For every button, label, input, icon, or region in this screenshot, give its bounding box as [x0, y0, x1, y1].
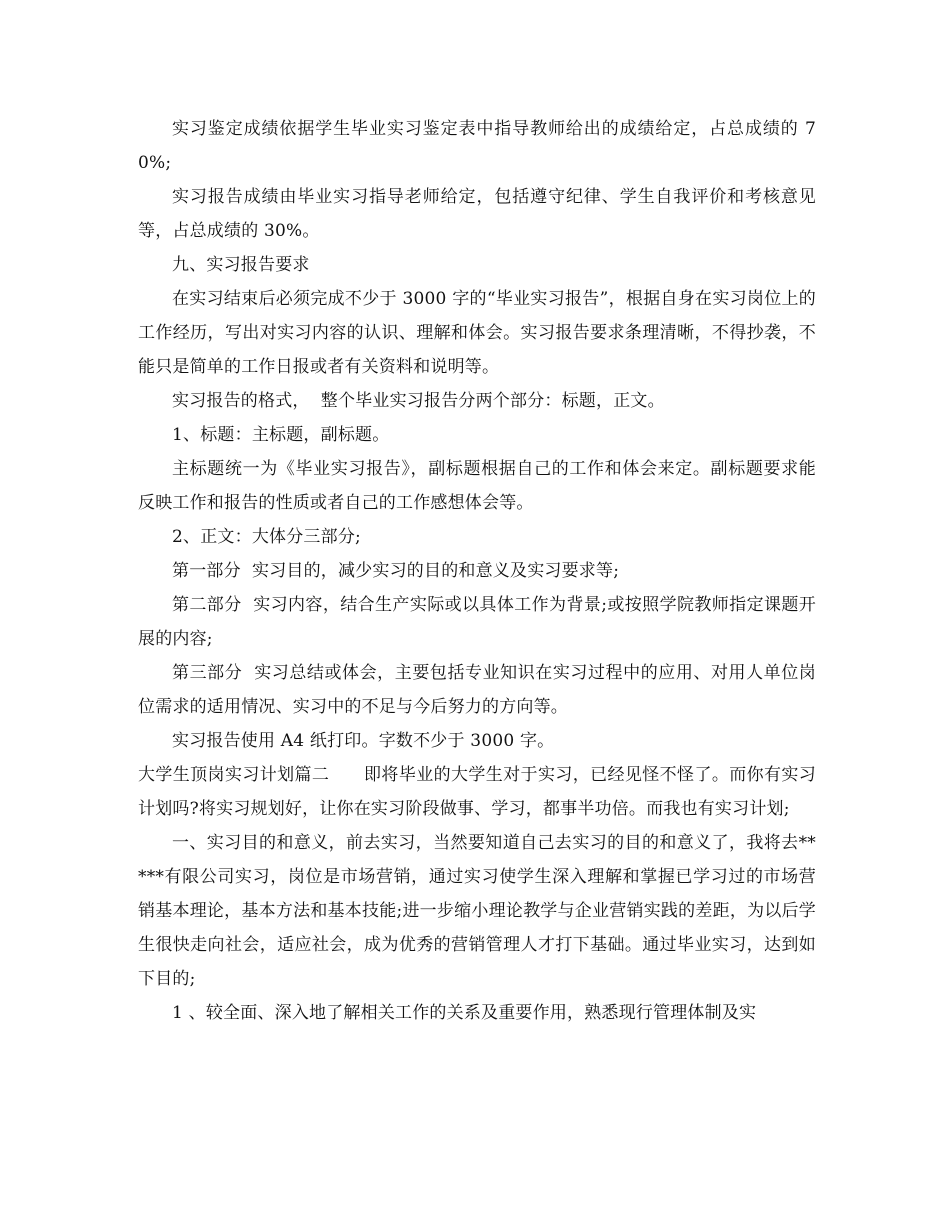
list-item: 1 、较全面、深入地了解相关工作的关系及重要作用，熟悉现行管理体制及实 — [172, 1003, 757, 1023]
list-item: 第三部分 实习总结或体会，主要包括专业知识在实习过程中的应用、对用人单位岗位需求的适用情况、实习中的不足与今后努力的方向等。 — [138, 663, 816, 717]
paragraph: 主标题统一为《毕业实习报告》，副标题根据自己的工作和体会来定。副标题要求能反映工作和报告的性质或者自己的工作感想体会等。 — [138, 459, 816, 513]
paragraph: 实习鉴定成绩依据学生毕业实习鉴定表中指导教师给出的成绩给定，占总成绩的 70%; — [138, 119, 816, 173]
paragraph: 在实习结束后必须完成不少于 3000 字的“毕业实习报告”，根据自身在实习岗位上的工作经历，写出对实习内容的认识、理解和体会。实习报告要求条理清晰，不得抄袭，不能只是简单的工作日报或者有关资料和说明等。 — [138, 289, 816, 377]
list-item: 第二部分 实习内容，结合生产实际或以具体工作为背景;或按照学院教师指定课题开展的内容; — [138, 595, 816, 649]
paragraph: 实习报告成绩由毕业实习指导老师给定，包括遵守纪律、学生自我评价和考核意见等，占总成绩的 30%。 — [138, 187, 816, 241]
list-item: 第一部分 实习目的，减少实习的目的和意义及实习要求等; — [172, 561, 620, 581]
list-item: 1、标题：主标题，副标题。 — [172, 425, 390, 445]
document-body — [138, 112, 816, 1030]
paragraph: 实习报告的格式， 整个毕业实习报告分两个部分：标题，正文。 — [172, 391, 665, 411]
paragraph: 实习报告使用 A4 纸打印。字数不少于 3000 字。 — [172, 731, 555, 751]
article-title-paragraph: 大学生顶岗实习计划篇二 即将毕业的大学生对于实习，已经见怪不怪了。而你有实习计划吗?将实习规划好，让你在实习阶段做事、学习，都事半功倍。而我也有实习计划; — [138, 765, 816, 819]
paragraph: 一、实习目的和意义，前去实习，当然要知道自己去实习的目的和意义了，我将去*****有限公司实习，岗位是市场营销，通过实习使学生深入理解和掌握已学习过的市场营销基本理论，基本方法和基本技能;进一步缩小理论教学与企业营销实践的差距，为以后学生很快走向社会，适应社会，成为优秀的营销管理人才打下基础。通过毕业实习，达到如下目的; — [138, 833, 816, 989]
list-item: 2、正文：大体分三部分; — [172, 527, 361, 547]
section-heading: 九、实习报告要求 — [172, 255, 310, 275]
